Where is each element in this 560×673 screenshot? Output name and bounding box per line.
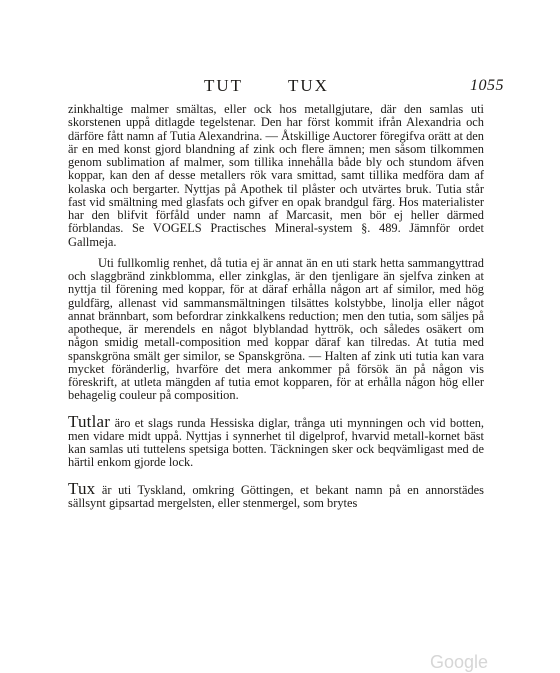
paragraph-continuation: zinkhaltige malmer smältas, eller ock hos metallgjutare, där den samlas uti skorstenen uppå ditlagde tegelstenar. Den har först kommit ifrån Alexandria och därföre fått namn af Tutia Alexandrina. — Åtskillige Auctorer föregifva orätt at den är en med konst gjord blandning af zink och flere ämnen; men såsom tilkommen genom sublimation af malmer, som tillika innehålla både bly och stundom äfven koppar, kan den af desse metallers rök vara smittad, samt tillika medföra dam af kolaska och bergarter. Nyttjas på Apothek til plåster och utvärtes bruk. Tutia står fast vid smältning med glasfats och gifver en opak brandgul färg. Hos materialister har den blifvit förfåld under namn af Marcasit, men bör ej heller därmed förblandas. Se VOGELS Practisches Mineral-system §. 489. Jämnför ordet Gallmeja. bbox=[68, 102, 484, 249]
headword-tutlar: Tutlar bbox=[68, 411, 111, 431]
entry-tux bbox=[68, 478, 484, 511]
running-header bbox=[0, 76, 560, 98]
body-text bbox=[68, 103, 484, 518]
entry-tutlar-text: äro et slags runda Hessiska diglar, trånga uti mynningen och vid botten, men vidare midt uppå. Nyttjas i synnerhet til digelprof, hvarvid metall-kornet bäst kan samlas uti tuttelens spetsiga botten. Täckningen sker ock beqvämligast med de härtil enkom gjorde lock. bbox=[68, 415, 484, 470]
header-left-keyword: TUT bbox=[204, 76, 244, 95]
google-watermark: Google bbox=[430, 652, 489, 672]
headword-tux: Tux bbox=[68, 478, 96, 498]
entry-tux-text: är uti Tyskland, omkring Göttingen, et bekant namn på en annorstädes sällsynt gipsartad mergelsten, eller stenmergel, som brytes bbox=[68, 482, 484, 510]
paragraph-tutia-purity: Uti fullkomlig renhet, då tutia ej är annat än en uti stark hetta sammangyttrad och slaggbränd zinkblomma, eller zinkglas, är den tjenligare än sjelfva zinken at nyttja til förening med koppar, för at däraf erhålla någon art af similor, med hög guldfärg, allenast vid sammansmältningen tilsättes kolstybbe, linolja eller något annat brännbart, som befordrar zinkkalkens reduction; men den tutia, som säljes på apotheque, är merendels en något blyblandad hyttrök, och således osäkert om någon smidig metall-composition med koppar däraf kan tilredas. At tutia med spanskgröna smält ger similor, se Spanskgröna. — Halten af zink uti tutia kan vara mycket föränderlig, hvarföre det mera ankommer på försök än på någon vis föreskrift, at utleta mängden af tutia emot kopparen, för at erhålla någon hög eller behagelig couleur på composition. bbox=[68, 255, 484, 403]
page-number: 1055 bbox=[470, 77, 504, 94]
header-right-keyword: TUX bbox=[288, 76, 329, 95]
entry-tutlar bbox=[68, 411, 484, 470]
